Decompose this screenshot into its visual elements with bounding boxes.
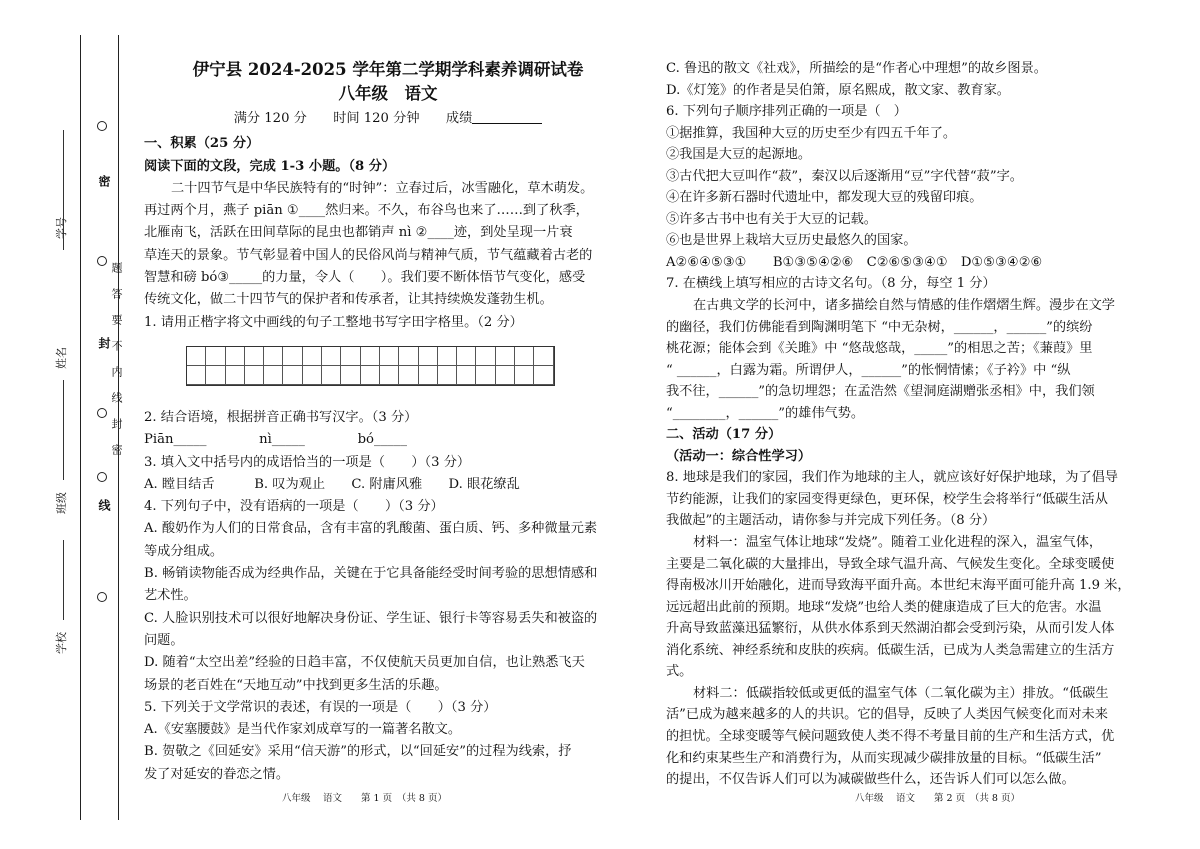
q7-line: “________，______”的雄伟气势。	[666, 405, 865, 421]
label-student-id: 学号	[55, 217, 68, 239]
material-line: 的担忧。全球变暖等气候问题致使人类不得不考量目前的生产和生活方式，优	[666, 728, 1115, 744]
exam-meta	[144, 108, 632, 130]
passage-line: 传统文化，做二十四节气的保护者和传承者，让其持续焕发蓬勃生机。	[144, 292, 553, 308]
right-page	[666, 58, 1166, 791]
question-3-options: A. 瞠目结舌 B. 叹为观止 C. 附庸风雅 D. 眼花缭乱	[144, 476, 520, 492]
page-footer-left: 八年级 语文 第 1 页 （共 8 页）	[282, 793, 447, 804]
material-line: 升高导致蓝藻迅猛繁衍，从供水体系到天然湖泊都会受到污染，从而引发人体	[666, 621, 1115, 637]
passage-line: 草连天的景象。节气彰显着中国人的民俗风尚与精神气质，节气蕴藏着古老的	[144, 247, 593, 263]
exam-subtitle: 八年级 语文	[338, 84, 438, 103]
question-3: 3. 填入文中括号内的成语恰当的一项是（ ）（3 分）	[144, 454, 471, 470]
binding-line-outer	[80, 35, 81, 820]
material-line: 活”已成为越来越多的人的共识。它的倡导，反映了人类因气候变化而对未来	[666, 707, 1108, 723]
material-line: 材料二：低碳指较低或更低的温室气体（二氧化碳为主）排放。“低碳生	[693, 685, 1109, 701]
question-6: 6. 下列句子顺序排列正确的一项是（ ）	[666, 104, 907, 120]
label-class: 班级	[55, 492, 68, 514]
material-line: 得南极冰川开始融化，进而导致海平面升高。本世纪末海平面可能升高 1.9 米，	[666, 578, 1131, 594]
q7-line: 在古典文学的长河中，诸多描绘自然与情感的佳作熠熠生辉。漫步在文学	[693, 298, 1115, 314]
material-line: 的提出，不仅告诉人们可以为减碳做些什么，还告诉人们可以怎么做。	[666, 772, 1075, 788]
instruction: 阅读下面的文段，完成 1-3 小题。（8 分）	[144, 158, 396, 174]
q8-line: 节约能源，让我们的家园变得更绿色，更环保，校学生会将举行“低碳生活从	[666, 491, 1108, 507]
text-line: C. 鲁迅的散文《社戏》，所描绘的是“作者心中理想”的故乡图景。	[666, 61, 1047, 76]
activity-heading: （活动一：综合性学习）	[666, 448, 812, 464]
binding-vertical-text: 题答要不内线封密	[110, 262, 123, 470]
text-line: ⑤许多古书中也有关于大豆的记载。	[666, 211, 877, 227]
material-line: 材料一：温室气体让地球“发烧”。随着工业化进程的深入，温室气体，	[693, 535, 1103, 551]
question-4-line: C. 人脸识别技术可以很好地解决身份证、学生证、银行卡等容易丢失和被盗的	[144, 610, 598, 626]
text-line: ①据推算，我国种大豆的历史至少有四五千年了。	[666, 125, 957, 141]
question-5-line: A.《安塞腰鼓》是当代作家刘成章写的一篇著名散文。	[144, 722, 462, 738]
seal-text: 密封线	[97, 175, 111, 661]
passage-line: 智慧和磅 bó③_____的力量，令人（ ）。我们要不断体悟节气变化，感受	[144, 270, 586, 286]
binding-hole	[97, 121, 107, 131]
q7-line: 我不往，______”的急切埋怨；在孟浩然《望洞庭湖赠张丞相》中，我们领	[666, 384, 1095, 400]
page-footer-right: 八年级 语文 第 2 页 （共 8 页）	[855, 793, 1020, 804]
section-heading: 一、积累（25 分）	[144, 136, 260, 152]
q8-line: 8. 地球是我们的家园，我们作为地球的主人，就应该好好保护地球，为了倡导	[666, 470, 1118, 486]
question-7: 7. 在横线上填写相应的古诗文名句。（8 分，每空 1 分）	[666, 276, 996, 292]
exam-title: 伊宁县 2024-2025 学年第二学期学科素养调研试卷	[192, 60, 584, 79]
material-line: 远远超出此前的预期。地球“发烧”也给人类的健康造成了巨大的危害。水温	[666, 599, 1102, 615]
label-school: 学校	[55, 632, 68, 654]
exam-meta-text: 满分 120 分 时间 120 分钟 成绩	[233, 111, 473, 126]
text-line: ⑥也是世界上栽培大豆历史最悠久的国家。	[666, 233, 917, 249]
question-4-line: 问题。	[144, 632, 184, 648]
tianzige-grid[interactable]	[186, 346, 555, 386]
section-heading: 二、活动（17 分）	[666, 427, 782, 443]
question-4-line: 场景的老百姓在“天地互动”中找到更多生活的乐趣。	[144, 677, 448, 693]
question-5: 5. 下列关于文学常识的表述，有误的一项是（ ）（3 分）	[144, 699, 497, 715]
passage-line: 北雁南飞，活跃在田间草际的昆虫也都销声 nì ②____迹，到处呈现一片衰	[144, 225, 573, 241]
material-line: 消化系统、神经系统和皮肤的疾病。低碳生活，已成为人类急需建立的生活方	[666, 642, 1115, 658]
material-line: 主要是二氧化碳的大量排出，导致全球气温升高、气候发生变化。全球变暖使	[666, 556, 1115, 572]
question-4-line: D. 随着“太空出差”经验的日趋丰富，不仅使航天员更加自信，也让熟悉飞天	[144, 655, 585, 671]
q8-line: 我做起”的主题活动，请你参与并完成下列任务。（8 分）	[666, 513, 996, 529]
text-line: D.《灯笼》的作者是吴伯箫，原名熙成，散文家、教育家。	[666, 82, 1010, 98]
field-line-student-id	[63, 130, 64, 250]
text-line: ③古代把大豆叫作“菽”，秦汉以后逐渐用“豆”字代替“菽”字。	[666, 168, 1023, 184]
question-4-line: A. 酸奶作为人们的日常食品，含有丰富的乳酸菌、蛋白质、钙、多种微量元素	[144, 521, 598, 537]
field-line-school	[63, 540, 64, 620]
q7-line: 的幽径，我们仿佛能看到陶渊明笔下 “中无杂树，______，______”的缤纷	[666, 319, 1093, 335]
question-1: 1. 请用正楷字将文中画线的句子工整地书写字田字格里。（2 分）	[144, 314, 523, 330]
field-line-class	[63, 420, 64, 480]
question-2-pinyin: Piān_____ nì_____ bó_____	[144, 432, 407, 448]
label-name: 姓名	[55, 347, 68, 369]
question-5-line: 发了对延安的眷恋之情。	[144, 766, 290, 782]
question-4-line: 等成分组成。	[144, 543, 224, 559]
left-page	[144, 58, 632, 786]
q7-line: 桃花源；能体会到《关雎》中 “悠哉悠哉，_____”的相思之苦；《蒹葭》里	[666, 341, 1093, 357]
text-line: ④在许多新石器时代遗址中，都发现大豆的残留印痕。	[666, 190, 983, 206]
question-4-line: 艺术性。	[144, 588, 197, 604]
passage-line: 再过两个月，燕子 piān ①____然归来。不久，布谷鸟也来了……到了秋季，	[144, 203, 589, 219]
material-line: 式。	[666, 664, 693, 680]
score-blank[interactable]	[472, 109, 542, 124]
question-4-line: B. 畅销读物能否成为经典作品，关键在于它具备能经受时间考验的思想情感和	[144, 566, 598, 582]
question-5-line: B. 贺敬之《回延安》采用“信天游”的形式，以“回延安”的过程为线索，抒	[144, 744, 572, 760]
question-6-options: A②⑥④⑤③① B①③⑤④②⑥ C②⑥⑤③④① D①⑤③④②⑥	[666, 254, 1043, 270]
q7-line: “ ______，白露为霜。所谓伊人，______”的怅惘情愫；《子衿》中 “纵	[666, 362, 1071, 378]
question-2: 2. 结合语境，根据拼音正确书写汉字。（3 分）	[144, 409, 418, 425]
question-4: 4. 下列句子中，没有语病的一项是（ ）（3 分）	[144, 499, 444, 515]
material-line: 化和约束某些生产和消费行为，从而实现减少碳排放量的目标。“低碳生活”	[666, 750, 1102, 766]
passage-line: 二十四节气是中华民族特有的“时钟”：立春过后，冰雪融化，草木萌发。	[171, 180, 594, 196]
text-line: ②我国是大豆的起源地。	[666, 147, 812, 163]
